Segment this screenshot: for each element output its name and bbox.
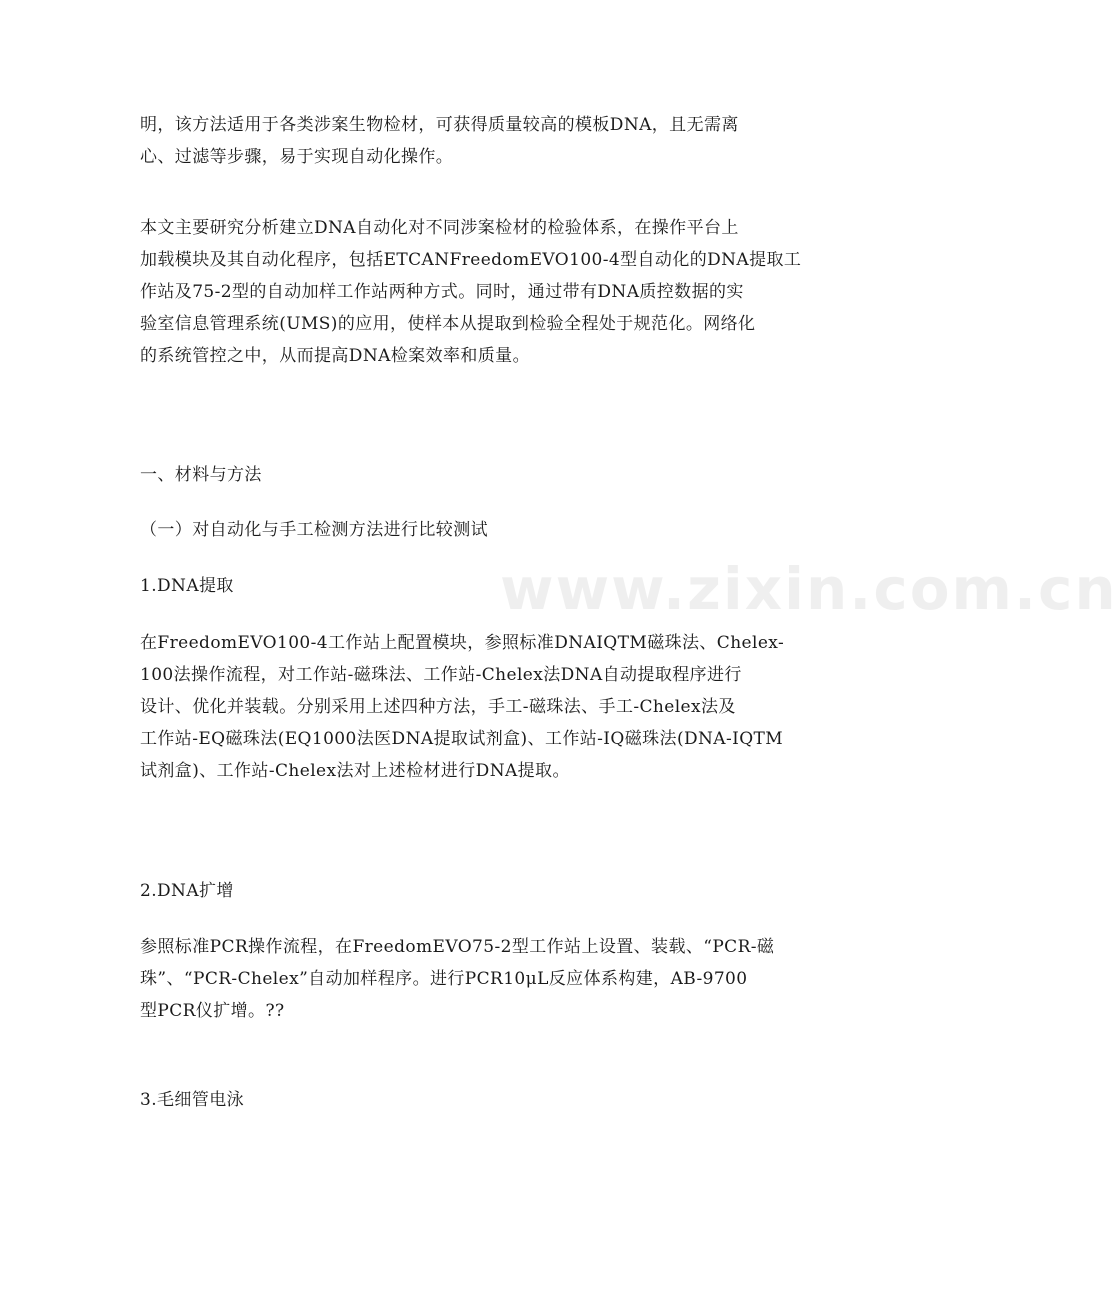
- paragraph-research-overview: [140, 212, 802, 372]
- text-line: 明，该方法适用于各类涉案生物检材，可获得质量较高的模板DNA，且无需离: [140, 115, 739, 135]
- paragraph-dna-extraction: [140, 627, 785, 787]
- text-line: 加载模块及其自动化程序，包括ETCANFreedomEVO100-4型自动化的DNA提取工: [140, 250, 802, 270]
- paragraph-dna-amplification: [140, 931, 780, 1027]
- text-line: 型PCR仪扩增。??: [140, 1001, 285, 1021]
- text-line: 试剂盒)、工作站-Chelex法对上述检材进行DNA提取。: [140, 761, 570, 781]
- subheading-dna-amplification: 2.DNA扩增: [140, 881, 234, 901]
- text-line: 的系统管控之中，从而提高DNA检案效率和质量。: [140, 346, 530, 366]
- subsection-heading-comparison-test: （一）对自动化与手工检测方法进行比较测试: [140, 520, 488, 540]
- paragraph-intro-continued: [140, 109, 780, 173]
- subheading-capillary-electrophoresis: 3.毛细管电泳: [140, 1090, 245, 1110]
- text-line: 心、过滤等步骤，易于实现自动化操作。: [140, 147, 454, 167]
- text-line: 本文主要研究分析建立DNA自动化对不同涉案检材的检验体系，在操作平台上: [140, 218, 739, 238]
- text-line: 在FreedomEVO100-4工作站上配置模块，参照标准DNAIQTM磁珠法、Chelex-: [140, 633, 785, 653]
- subheading-dna-extraction: 1.DNA提取: [140, 576, 234, 596]
- text-line: 100法操作流程，对工作站-磁珠法、工作站-Chelex法DNA自动提取程序进行: [140, 665, 742, 685]
- text-line: 作站及75-2型的自动加样工作站两种方式。同时，通过带有DNA质控数据的实: [140, 282, 744, 302]
- site-watermark: www.zixin.com.cn: [500, 555, 1118, 623]
- text-line: 设计、优化并装载。分别采用上述四种方法，手工-磁珠法、手工-Chelex法及: [140, 697, 736, 717]
- text-line: 珠”、“PCR-Chelex”自动加样程序。进行PCR10μL反应体系构建，AB-9700: [140, 969, 748, 989]
- text-line: 验室信息管理系统(UMS)的应用，使样本从提取到检验全程处于规范化。网络化: [140, 314, 756, 334]
- section-heading-materials-methods: 一、材料与方法: [140, 465, 262, 485]
- text-line: 工作站-EQ磁珠法(EQ1000法医DNA提取试剂盒)、工作站-IQ磁珠法(DNA-IQTM: [140, 729, 784, 749]
- text-line: 参照标准PCR操作流程，在FreedomEVO75-2型工作站上设置、装载、“PCR-磁: [140, 937, 775, 957]
